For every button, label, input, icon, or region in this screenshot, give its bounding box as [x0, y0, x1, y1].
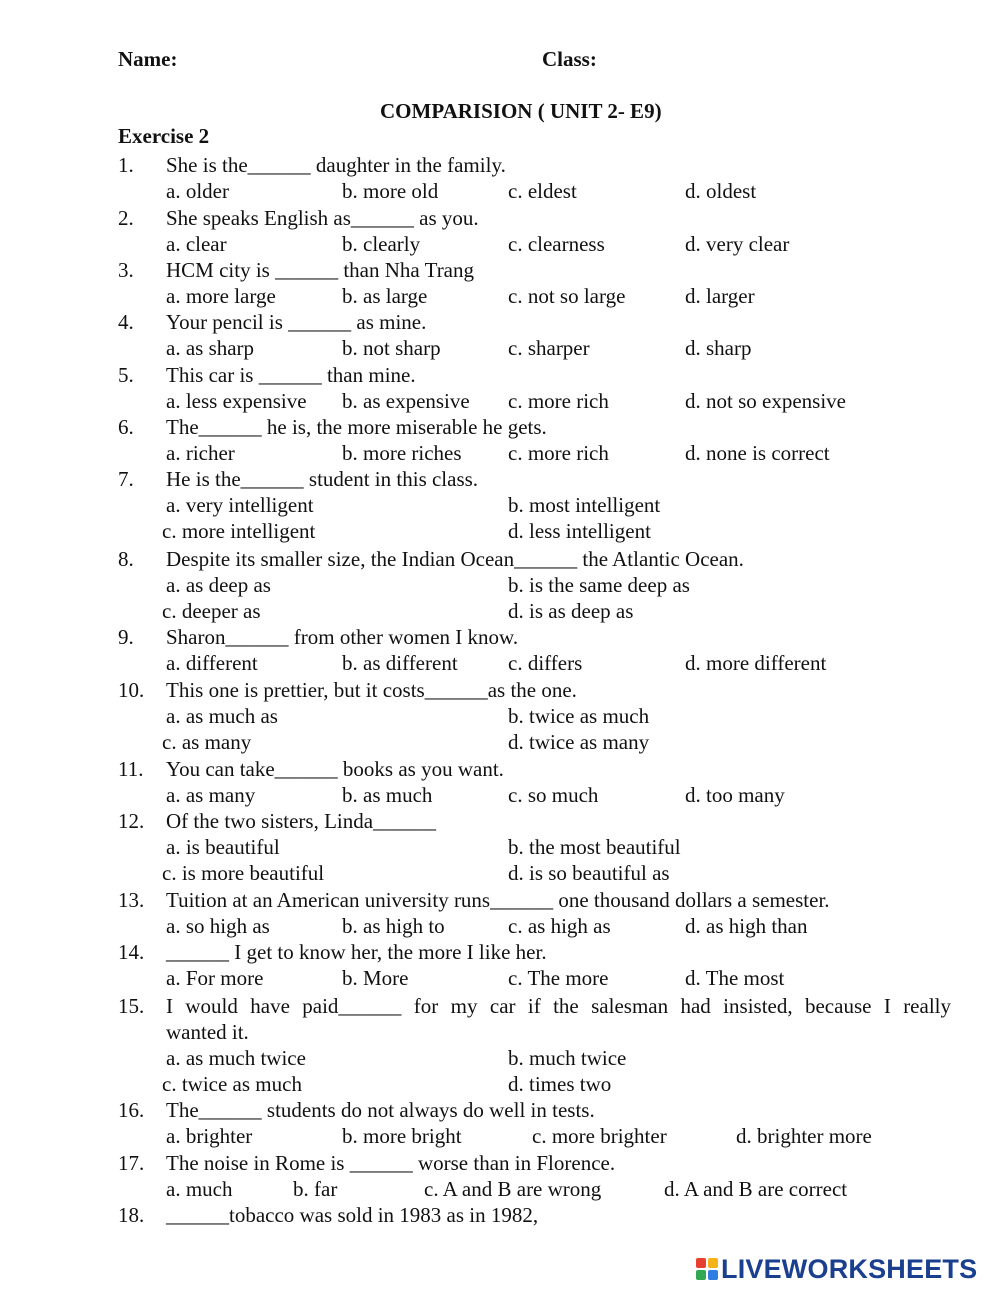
question-stem: This one is prettier, but it costs______as the one. — [166, 678, 577, 702]
answer-option-b[interactable]: b. not sharp — [342, 336, 441, 360]
question-stem: She is the______ daughter in the family. — [166, 153, 506, 177]
answer-option-d[interactable]: d. twice as many — [508, 730, 650, 754]
answer-option-c[interactable]: c. twice as much — [162, 1072, 302, 1096]
answer-option-d[interactable]: d. less intelligent — [508, 519, 651, 543]
answer-option-d[interactable]: d. is as deep as — [508, 599, 634, 623]
answer-option-a[interactable]: a. so high as — [166, 914, 270, 938]
answer-option-a[interactable]: a. clear — [166, 232, 227, 256]
answer-option-b[interactable]: b. clearly — [342, 232, 421, 256]
answer-option-b[interactable]: b. as different — [342, 651, 458, 675]
answer-option-d[interactable]: d. is so beautiful as — [508, 861, 670, 885]
question-stem: This car is ______ than mine. — [166, 363, 416, 387]
question-stem-line-2: wanted it. — [166, 1020, 249, 1044]
question-number: 8. — [118, 547, 134, 571]
answer-option-c[interactable]: c. so much — [508, 783, 599, 807]
answer-option-a[interactable]: a. as much as — [166, 704, 278, 728]
question-stem: You can take______ books as you want. — [166, 757, 504, 781]
answer-option-a[interactable]: a. is beautiful — [166, 835, 280, 859]
answer-option-d[interactable]: d. more different — [685, 651, 827, 675]
answer-option-b[interactable]: b. as much — [342, 783, 433, 807]
answer-option-b[interactable]: b. More — [342, 966, 409, 990]
answer-option-c[interactable]: c. more rich — [508, 389, 609, 413]
answer-option-a[interactable]: a. richer — [166, 441, 235, 465]
answer-option-c[interactable]: c. sharper — [508, 336, 590, 360]
question-stem: Sharon______ from other women I know. — [166, 625, 519, 649]
answer-option-b[interactable]: b. much twice — [508, 1046, 627, 1070]
answer-option-b[interactable]: b. most intelligent — [508, 493, 661, 517]
question-number: 11. — [118, 757, 144, 781]
answer-option-c[interactable]: c. is more beautiful — [162, 861, 325, 885]
question-number: 7. — [118, 467, 134, 491]
answer-option-d[interactable]: d. as high than — [685, 914, 808, 938]
answer-option-b[interactable]: b. as expensive — [342, 389, 470, 413]
answer-option-d[interactable]: d. sharp — [685, 336, 752, 360]
question-number: 2. — [118, 206, 134, 230]
answer-option-c[interactable]: c. not so large — [508, 284, 626, 308]
question-number: 9. — [118, 625, 134, 649]
question-number: 6. — [118, 415, 134, 439]
answer-option-a[interactable]: a. For more — [166, 966, 264, 990]
question-stem: Your pencil is ______ as mine. — [166, 310, 427, 334]
answer-option-c[interactable]: c. more brighter — [532, 1124, 667, 1148]
answer-option-c[interactable]: c. The more — [508, 966, 609, 990]
answer-option-d[interactable]: d. not so expensive — [685, 389, 846, 413]
answer-option-c[interactable]: c. eldest — [508, 179, 577, 203]
question-number: 3. — [118, 258, 134, 282]
question-number: 13. — [118, 888, 145, 912]
question-number: 15. — [118, 994, 145, 1018]
answer-option-a[interactable]: a. as sharp — [166, 336, 255, 360]
answer-option-a[interactable]: a. different — [166, 651, 258, 675]
answer-option-a[interactable]: a. brighter — [166, 1124, 253, 1148]
answer-option-c[interactable]: c. clearness — [508, 232, 605, 256]
answer-option-b[interactable]: b. the most beautiful — [508, 835, 681, 859]
answer-option-a[interactable]: a. very intelligent — [166, 493, 314, 517]
question-stem: I would have paid______ for my car if the salesman had insisted, because I really — [166, 994, 951, 1018]
answer-option-a[interactable]: a. less expensive — [166, 389, 307, 413]
question-stem: ______tobacco was sold in 1983 as in 1982, — [166, 1203, 539, 1227]
question-stem: He is the______ student in this class. — [166, 467, 479, 491]
answer-option-a[interactable]: a. as deep as — [166, 573, 271, 597]
answer-option-b[interactable]: b. more riches — [342, 441, 462, 465]
answer-option-c[interactable]: c. as many — [162, 730, 252, 754]
question-stem: The noise in Rome is ______ worse than in Florence. — [166, 1151, 616, 1175]
question-number: 14. — [118, 940, 145, 964]
logo-tile-4 — [708, 1270, 718, 1280]
answer-option-d[interactable]: d. times two — [508, 1072, 612, 1096]
question-number: 12. — [118, 809, 145, 833]
answer-option-a[interactable]: a. much — [166, 1177, 233, 1201]
question-stem: The______ he is, the more miserable he gets. — [166, 415, 547, 439]
question-number: 5. — [118, 363, 134, 387]
question-number: 17. — [118, 1151, 145, 1175]
answer-option-b[interactable]: b. as high to — [342, 914, 445, 938]
name-label: Name: — [118, 47, 178, 71]
logo-tile-2 — [708, 1258, 718, 1268]
answer-option-a[interactable]: a. as much twice — [166, 1046, 306, 1070]
worksheet-title: COMPARISION ( UNIT 2- E9) — [380, 99, 662, 123]
answer-option-d[interactable]: d. very clear — [685, 232, 790, 256]
question-number: 10. — [118, 678, 145, 702]
answer-option-a[interactable]: a. more large — [166, 284, 276, 308]
question-number: 16. — [118, 1098, 145, 1122]
answer-option-c[interactable]: c. differs — [508, 651, 583, 675]
answer-option-c[interactable]: c. deeper as — [162, 599, 261, 623]
question-stem: Of the two sisters, Linda______ — [166, 809, 437, 833]
question-stem: The______ students do not always do well in tests. — [166, 1098, 595, 1122]
exercise-heading: Exercise 2 — [118, 124, 210, 148]
liveworksheets-brand — [696, 1253, 977, 1285]
answer-option-b[interactable]: b. far — [293, 1177, 338, 1201]
question-stem: Tuition at an American university runs______ one thousand dollars a semester. — [166, 888, 830, 912]
answer-option-c[interactable]: c. as high as — [508, 914, 611, 938]
answer-option-d[interactable]: d. too many — [685, 783, 785, 807]
question-stem: ______ I get to know her, the more I like her. — [166, 940, 547, 964]
question-stem: She speaks English as______ as you. — [166, 206, 479, 230]
answer-option-b[interactable]: b. more bright — [342, 1124, 462, 1148]
answer-option-b[interactable]: b. twice as much — [508, 704, 650, 728]
question-stem: Despite its smaller size, the Indian Ocean______ the Atlantic Ocean. — [166, 547, 744, 571]
answer-option-d[interactable]: d. brighter more — [736, 1124, 872, 1148]
logo-tile-3 — [696, 1270, 706, 1280]
question-number: 4. — [118, 310, 134, 334]
answer-option-b[interactable]: b. more old — [342, 179, 439, 203]
answer-option-b[interactable]: b. is the same deep as — [508, 573, 690, 597]
answer-option-d[interactable]: d. The most — [685, 966, 785, 990]
answer-option-c[interactable]: c. A and B are wrong — [424, 1177, 602, 1201]
answer-option-b[interactable]: b. as large — [342, 284, 428, 308]
answer-option-d[interactable]: d. oldest — [685, 179, 757, 203]
answer-option-c[interactable]: c. more rich — [508, 441, 609, 465]
answer-option-d[interactable]: d. none is correct — [685, 441, 830, 465]
answer-option-a[interactable]: a. as many — [166, 783, 256, 807]
question-stem: HCM city is ______ than Nha Trang — [166, 258, 475, 282]
answer-option-a[interactable]: a. older — [166, 179, 229, 203]
logo-tile-1 — [696, 1258, 706, 1268]
answer-option-d[interactable]: d. A and B are correct — [664, 1177, 848, 1201]
answer-option-d[interactable]: d. larger — [685, 284, 755, 308]
class-label: Class: — [542, 47, 597, 71]
question-number: 18. — [118, 1203, 145, 1227]
answer-option-c[interactable]: c. more intelligent — [162, 519, 316, 543]
liveworksheets-logo-icon — [696, 1258, 718, 1280]
brand-text: LIVEWORKSHEETS — [721, 1253, 978, 1284]
question-number: 1. — [118, 153, 134, 177]
